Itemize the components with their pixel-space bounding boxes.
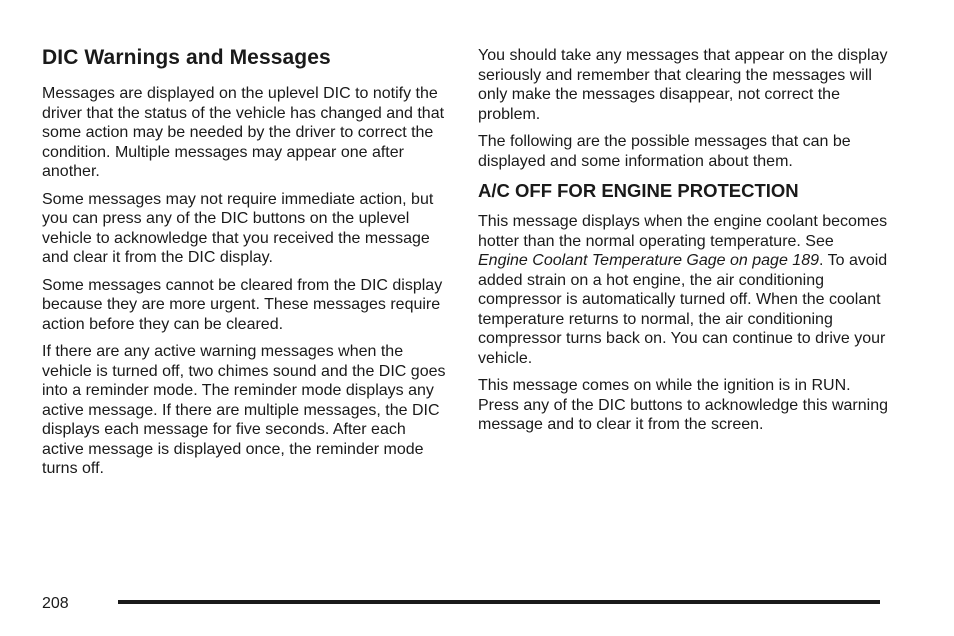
- body-paragraph: You should take any messages that appear on the display seriously and remember that clearing the messages will only make the messages disappear, not correct the problem.: [478, 47, 888, 123]
- cross-reference-link[interactable]: Engine Coolant Temperature Gage on page 189: [478, 252, 819, 269]
- right-column: [478, 46, 888, 443]
- paragraph-text: This message displays when the engine coolant becomes hotter than the normal operating temperature. See: [478, 213, 888, 250]
- subsection-heading: A/C OFF FOR ENGINE PROTECTION: [478, 180, 799, 201]
- page-number: 208: [42, 595, 69, 612]
- left-column: [42, 44, 450, 487]
- paragraph-text: . To avoid added strain on a hot engine, the air conditioning compressor is automatically turned off. When the coolant temperature returns to normal, the air conditioning compressor turns back on. You can continue to drive your vehicle.: [478, 252, 888, 367]
- section-heading: DIC Warnings and Messages: [42, 46, 331, 69]
- body-paragraph: This message comes on while the ignition is in RUN. Press any of the DIC buttons to acknowledge this warning message and to clear it from the screen.: [478, 377, 888, 433]
- footer-rule: [118, 600, 880, 604]
- body-paragraph: [478, 212, 888, 368]
- body-paragraph: The following are the possible messages that can be displayed and some information about them.: [478, 133, 851, 170]
- body-paragraph: Some messages may not require immediate action, but you can press any of the DIC buttons on the uplevel vehicle to acknowledge that you received the message and clear it from the DIC display.: [42, 190, 434, 266]
- body-paragraph: Some messages cannot be cleared from the DIC display because they are more urgent. These messages require action before they can be cleared.: [42, 276, 443, 333]
- body-paragraph: Messages are displayed on the uplevel DIC to notify the driver that the status of the vehicle has changed and that some action may be needed by the driver to correct the condition. Multiple messages may appear one after another.: [42, 85, 445, 180]
- body-paragraph: If there are any active warning messages when the vehicle is turned off, two chimes sound and the DIC goes into a reminder mode. The reminder mode displays any active message. If there are multiple messages, the DIC displays each message for five seconds. After each active message is displayed once, the reminder mode turns off.: [42, 343, 446, 477]
